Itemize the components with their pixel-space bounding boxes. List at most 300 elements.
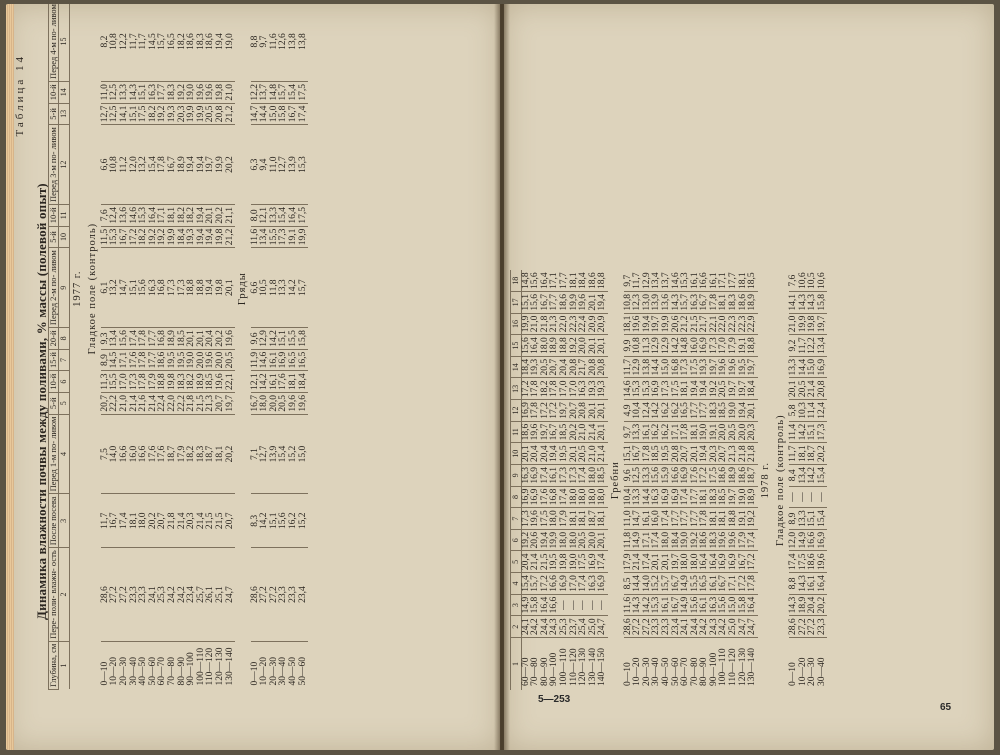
value-cell: 24,2: [531, 616, 541, 638]
value-cell: 18,4: [748, 378, 758, 400]
table-title: Динамика влажности почвы между поливами, % массы (полевой опыт): [34, 183, 49, 620]
value-cell: 18,8: [187, 248, 197, 328]
depth-cell: 130—140: [226, 641, 236, 689]
value-cell: 12,1: [251, 371, 261, 393]
value-cell: 18,6: [719, 465, 729, 487]
value-cell: 15,7: [279, 81, 289, 103]
value-cell: 19,6: [719, 529, 729, 551]
value-cell: 11,7: [632, 272, 643, 289]
depth-cell: 30—40: [818, 638, 828, 691]
value-cell: 17,6: [691, 465, 701, 487]
value-cell: 19,2: [149, 226, 159, 248]
value-cell: 16,6: [699, 272, 710, 289]
value-cell: 11,6: [624, 594, 634, 616]
value-cell: 14,8: [681, 335, 691, 357]
value-cell: 14,0: [643, 573, 653, 595]
value-cell: 17,5: [799, 551, 809, 573]
value-cell: 19,2: [570, 335, 580, 357]
value-cell: 17,3: [560, 465, 570, 487]
value-cell: 18,7: [748, 465, 758, 487]
value-cell: 19,0: [570, 551, 580, 573]
value-cell: 16,7: [739, 551, 749, 573]
value-cell: 19,6: [206, 349, 216, 371]
value-cell: 16,8: [158, 248, 168, 328]
value-cell: 16,5: [168, 4, 178, 81]
value-cell: 16,4: [539, 272, 550, 289]
value-cell: 17,2: [130, 226, 140, 248]
value-cell: 18,6: [739, 465, 749, 487]
value-cell: 11,7: [130, 4, 140, 81]
depth-cell: 80—90: [178, 641, 188, 689]
depth-cell: 70—80: [691, 638, 701, 691]
depth-cell: 0—10: [101, 641, 111, 689]
value-cell: 18,8: [560, 335, 570, 357]
value-cell: 20,1: [789, 378, 799, 400]
value-cell: 17,2: [550, 400, 560, 422]
value-cell: 17,5: [691, 356, 701, 378]
value-cell: 21,8: [187, 392, 197, 414]
day-header: 20-й: [49, 328, 59, 350]
value-cell: 15,2: [299, 494, 309, 548]
value-cell: 14,3: [633, 594, 643, 616]
value-cell: 16,4: [531, 335, 541, 357]
value-cell: 14,3: [672, 292, 682, 314]
before-third-header: Перед 3-м по- ливом: [49, 125, 59, 205]
value-cell: 12,4: [818, 400, 828, 422]
depth-cell: 130—140: [589, 638, 599, 691]
value-cell: 24,1: [521, 616, 531, 638]
value-cell: 7,6: [788, 274, 799, 287]
value-cell: 20,7: [226, 494, 236, 548]
value-cell: 14,7: [251, 103, 261, 125]
value-cell: 28,6: [789, 616, 799, 638]
value-cell: 18,9: [178, 125, 188, 205]
depth-cell: 120—130: [579, 638, 589, 691]
value-cell: 16,7: [633, 443, 643, 465]
column-number: 15: [511, 335, 522, 357]
value-cell: 17,9: [739, 529, 749, 551]
value-cell: 13,3: [643, 465, 653, 487]
value-cell: 20,3: [748, 421, 758, 443]
value-cell: 16,1: [708, 272, 719, 289]
value-cell: 8,9: [101, 349, 111, 371]
value-cell: 16,4: [748, 594, 758, 616]
value-cell: 17,7: [681, 508, 691, 530]
value-cell: 21,5: [197, 392, 207, 414]
value-cell: 20,1: [691, 443, 701, 465]
value-cell: 16,6: [550, 594, 560, 616]
value-cell: 20,2: [216, 328, 226, 350]
value-cell: 9,7: [624, 421, 634, 443]
value-cell: 19,8: [168, 371, 178, 393]
value-cell: 28,6: [101, 548, 111, 641]
value-cell: 8,3: [251, 494, 261, 548]
before-first-header: Перед 1-м по- ливом: [49, 414, 59, 494]
value-cell: 19,8: [216, 226, 226, 248]
value-cell: 18,9: [729, 465, 739, 487]
value-cell: 11,8: [270, 248, 280, 328]
value-cell: 19,6: [719, 356, 729, 378]
value-cell: 16,7: [110, 494, 120, 548]
value-cell: —: [799, 486, 809, 508]
value-cell: 14,2: [652, 400, 662, 422]
value-cell: 15,4: [818, 508, 828, 530]
value-cell: 18,5: [747, 272, 758, 289]
depth-cell: 50—60: [672, 638, 682, 691]
depth-cell: 40—50: [139, 641, 149, 689]
value-cell: 18,1: [216, 414, 226, 494]
value-cell: 14,2: [672, 335, 682, 357]
value-cell: 23,4: [187, 548, 197, 641]
value-cell: 19,4: [216, 4, 226, 81]
value-cell: 18,2: [139, 226, 149, 248]
value-cell: 16,4: [289, 205, 299, 227]
value-cell: 17,8: [748, 573, 758, 595]
value-cell: 20,7: [216, 392, 226, 414]
value-cell: 17,3: [521, 508, 531, 530]
value-cell: 18,0: [589, 486, 599, 508]
value-cell: 23,3: [279, 548, 289, 641]
value-cell: 21,4: [589, 421, 599, 443]
value-cell: 19,9: [187, 103, 197, 125]
depth-cell: 20—30: [808, 638, 818, 691]
value-cell: 23,3: [139, 548, 149, 641]
value-cell: 16,5: [681, 400, 691, 422]
value-cell: 15,5: [691, 573, 701, 595]
value-cell: 13,9: [289, 125, 299, 205]
page-number: 65: [940, 702, 952, 713]
header-row: [49, 4, 59, 690]
value-cell: 13,3: [799, 508, 809, 530]
value-cell: 18,0: [662, 529, 672, 551]
depth-cell: 50—60: [299, 641, 309, 689]
value-cell: 19,7: [226, 392, 236, 414]
value-cell: 17,9: [178, 414, 188, 494]
value-cell: 17,1: [158, 205, 168, 227]
value-cell: 16,6: [808, 529, 818, 551]
value-cell: 20,1: [589, 400, 599, 422]
value-cell: 19,0: [739, 486, 749, 508]
section-ridges-caption: Гряды: [237, 272, 249, 306]
value-cell: 18,5: [560, 421, 570, 443]
value-cell: 12,5: [633, 465, 643, 487]
value-cell: 13,4: [651, 272, 662, 289]
value-cell: 12,1: [260, 205, 270, 227]
value-cell: 14,7: [120, 248, 130, 328]
value-cell: 17,3: [279, 226, 289, 248]
value-cell: 15,1: [130, 103, 140, 125]
value-cell: 19,0: [187, 81, 197, 103]
after-sowing-header: После посева: [49, 494, 59, 548]
value-cell: 18,0: [541, 335, 551, 357]
value-cell: 17,0: [570, 573, 580, 595]
value-cell: 24,2: [178, 548, 188, 641]
value-cell: 25,0: [589, 616, 599, 638]
value-cell: 19,2: [521, 529, 531, 551]
value-cell: 15,4: [149, 125, 159, 205]
value-cell: 20,4: [808, 594, 818, 616]
depth-cell: 80—90: [700, 638, 710, 691]
value-cell: 16,9: [521, 486, 531, 508]
value-cell: 13,3: [270, 205, 280, 227]
value-cell: 19,4: [700, 443, 710, 465]
value-cell: 27,2: [260, 548, 270, 641]
value-cell: 16,3: [710, 594, 720, 616]
value-cell: 16,6: [550, 573, 560, 595]
depth-cell: 70—80: [168, 641, 178, 689]
value-cell: 12,6: [279, 4, 289, 81]
depth-cell: 60—70: [681, 638, 691, 691]
value-cell: 11,7: [101, 494, 111, 548]
value-cell: 10,8: [624, 292, 634, 314]
column-number: 17: [511, 292, 522, 314]
value-cell: 19,7: [560, 400, 570, 422]
value-cell: 14,6: [624, 378, 634, 400]
moisture-table-left: [48, 4, 308, 690]
value-cell: 21,5: [691, 313, 701, 335]
value-cell: 20,8: [216, 103, 226, 125]
value-cell: 11,4: [789, 421, 799, 443]
value-cell: 23,4: [299, 548, 309, 641]
value-cell: 16,5: [289, 349, 299, 371]
value-cell: 24,7: [226, 548, 236, 641]
value-cell: 19,9: [662, 313, 672, 335]
value-cell: 20,2: [216, 205, 226, 227]
value-cell: 16,6: [139, 414, 149, 494]
value-cell: 10,3: [799, 400, 809, 422]
value-cell: 16,7: [550, 421, 560, 443]
value-cell: 18,7: [168, 414, 178, 494]
day-header: 5-й: [49, 392, 59, 414]
value-cell: 18,6: [187, 4, 197, 81]
value-cell: 19,1: [289, 226, 299, 248]
value-cell: 14,8: [270, 81, 280, 103]
day-header: 10-й: [49, 81, 59, 103]
depth-header: Глубина, см: [49, 641, 59, 689]
value-cell: 19,2: [158, 103, 168, 125]
column-number: 6: [511, 529, 522, 551]
value-cell: 19,3: [168, 103, 178, 125]
value-cell: 19,4: [550, 443, 560, 465]
value-cell: 18,7: [206, 414, 216, 494]
value-cell: 19,3: [589, 378, 599, 400]
value-cell: 13,9: [270, 414, 280, 494]
value-cell: 16,8: [672, 356, 682, 378]
value-cell: 13,2: [110, 248, 120, 328]
value-cell: 11,0: [270, 125, 280, 205]
value-cell: 20,7: [719, 443, 729, 465]
value-cell: 16,1: [700, 594, 710, 616]
value-cell: 17,3: [178, 248, 188, 328]
value-cell: 13,8: [289, 4, 299, 81]
depth-cell: 30—40: [652, 638, 662, 691]
value-cell: 16,3: [652, 486, 662, 508]
value-cell: 14,7: [633, 508, 643, 530]
value-cell: 15,4: [279, 414, 289, 494]
value-cell: 17,3: [681, 356, 691, 378]
value-cell: 18,3: [710, 400, 720, 422]
column-number: 4: [511, 573, 522, 595]
value-cell: 18,0: [550, 508, 560, 530]
value-cell: 17,7: [728, 272, 739, 289]
value-cell: 20,4: [531, 443, 541, 465]
value-cell: 20,2: [149, 494, 159, 548]
value-cell: 11,9: [251, 349, 261, 371]
value-cell: 19,7: [748, 356, 758, 378]
value-cell: 20,1: [187, 328, 197, 350]
value-cell: 8,2: [101, 4, 111, 81]
value-cell: 21,8: [541, 313, 551, 335]
value-cell: 18,6: [560, 292, 570, 314]
value-cell: 17,7: [700, 400, 710, 422]
value-cell: 19,0: [681, 529, 691, 551]
value-cell: 20,1: [598, 335, 608, 357]
value-cell: 19,0: [187, 349, 197, 371]
value-cell: 18,6: [700, 529, 710, 551]
value-cell: 13,4: [799, 465, 809, 487]
depth-cell: 60—70: [521, 638, 531, 691]
value-cell: 12,7: [260, 414, 270, 494]
value-cell: 20,1: [197, 328, 207, 350]
value-cell: 12,2: [120, 4, 130, 81]
value-cell: 20,3: [187, 494, 197, 548]
column-number: 2: [511, 616, 522, 638]
table-row: [299, 4, 309, 690]
value-cell: 14,9: [681, 573, 691, 595]
value-cell: 21,5: [216, 494, 226, 548]
value-cell: 16,4: [700, 551, 710, 573]
value-cell: 16,9: [560, 573, 570, 595]
value-cell: 12,7: [101, 103, 111, 125]
value-cell: 15,2: [289, 414, 299, 494]
value-cell: 16,7: [289, 103, 299, 125]
value-cell: 17,8: [158, 125, 168, 205]
value-cell: 20,1: [570, 443, 580, 465]
value-cell: 18,3: [710, 529, 720, 551]
value-cell: 18,0: [260, 392, 270, 414]
value-cell: 15,1: [808, 508, 818, 530]
value-cell: 15,8: [531, 594, 541, 616]
value-cell: 17,2: [700, 465, 710, 487]
value-cell: 18,0: [579, 486, 589, 508]
value-cell: 17,5: [299, 205, 309, 227]
value-cell: 19,9: [570, 292, 580, 314]
value-cell: 19,9: [299, 226, 309, 248]
value-cell: 20,0: [589, 529, 599, 551]
value-cell: 16,7: [251, 392, 261, 414]
value-cell: 16,9: [521, 400, 531, 422]
value-cell: 13,3: [279, 248, 289, 328]
value-cell: 19,7: [818, 313, 828, 335]
value-cell: 17,4: [541, 465, 551, 487]
value-cell: 17,9: [149, 371, 159, 393]
value-cell: 19,5: [662, 443, 672, 465]
value-cell: 15,6: [120, 328, 130, 350]
value-cell: 17,2: [739, 573, 749, 595]
value-cell: 20,2: [226, 414, 236, 494]
depth-cell: 120—130: [739, 638, 749, 691]
before-second-header: Перед 2-м по- ливом: [49, 248, 59, 328]
section-smooth-caption: Гладкое поле (контроль): [775, 414, 787, 546]
column-number: 12: [59, 125, 70, 205]
value-cell: 17,2: [521, 378, 531, 400]
value-cell: 18,1: [624, 313, 634, 335]
value-cell: 15,6: [139, 248, 149, 328]
value-cell: 17,7: [158, 81, 168, 103]
day-header: 5-й: [49, 103, 59, 125]
value-cell: 16,9: [531, 465, 541, 487]
depth-cell: 20—30: [270, 641, 280, 689]
moisture-capacity-header: Пере- поли- влажн- ость: [49, 548, 59, 641]
value-cell: 16,0: [691, 335, 701, 357]
value-cell: 15,7: [662, 573, 672, 595]
value-cell: 20,1: [652, 551, 662, 573]
value-cell: 20,0: [216, 349, 226, 371]
value-cell: 19,3: [598, 378, 608, 400]
value-cell: 17,8: [139, 371, 149, 393]
depth-cell: 90—100: [187, 641, 197, 689]
value-cell: 18,8: [729, 508, 739, 530]
value-cell: 19,7: [729, 378, 739, 400]
value-cell: 25,3: [158, 548, 168, 641]
value-cell: 20,9: [589, 313, 599, 335]
value-cell: 18,1: [570, 508, 580, 530]
value-cell: 11,5: [101, 226, 111, 248]
value-cell: 7,1: [251, 414, 261, 494]
value-cell: 14,2: [643, 594, 653, 616]
value-cell: 25,7: [197, 548, 207, 641]
value-cell: 18,1: [719, 292, 729, 314]
value-cell: 19,9: [799, 313, 809, 335]
value-cell: —: [789, 486, 799, 508]
value-cell: 27,2: [110, 548, 120, 641]
value-cell: 18,1: [710, 508, 720, 530]
value-cell: 18,5: [652, 443, 662, 465]
value-cell: 20,1: [748, 400, 758, 422]
value-cell: 17,8: [643, 443, 653, 465]
value-cell: 18,1: [700, 486, 710, 508]
value-cell: 18,1: [737, 272, 748, 289]
value-cell: 10,5: [807, 272, 818, 289]
value-cell: 19,4: [739, 400, 749, 422]
value-cell: 12,7: [279, 125, 289, 205]
value-cell: 19,6: [579, 292, 589, 314]
value-cell: 20,8: [818, 378, 828, 400]
value-cell: 22,3: [729, 313, 739, 335]
value-cell: 17,0: [570, 378, 580, 400]
value-cell: 15,7: [158, 4, 168, 81]
value-cell: 16,9: [598, 573, 608, 595]
day-header: 5-й: [49, 226, 59, 248]
value-cell: 12,0: [789, 529, 799, 551]
value-cell: 17,4: [662, 508, 672, 530]
value-cell: 15,6: [691, 594, 701, 616]
depth-cell: 0—10: [251, 641, 261, 689]
column-number: 16: [511, 313, 522, 335]
value-cell: 13,8: [643, 356, 653, 378]
depth-cell: 110—120: [206, 641, 216, 689]
value-cell: 15,6: [279, 494, 289, 548]
value-cell: 13,8: [299, 4, 309, 81]
value-cell: 15,3: [139, 205, 149, 227]
depth-cell: 30—40: [279, 641, 289, 689]
column-number: 18: [511, 270, 522, 291]
value-cell: 9,4: [260, 125, 270, 205]
value-cell: 21,2: [226, 226, 236, 248]
value-cell: 15,5: [110, 371, 120, 393]
value-cell: 17,7: [672, 508, 682, 530]
value-cell: 10,8: [110, 4, 120, 81]
